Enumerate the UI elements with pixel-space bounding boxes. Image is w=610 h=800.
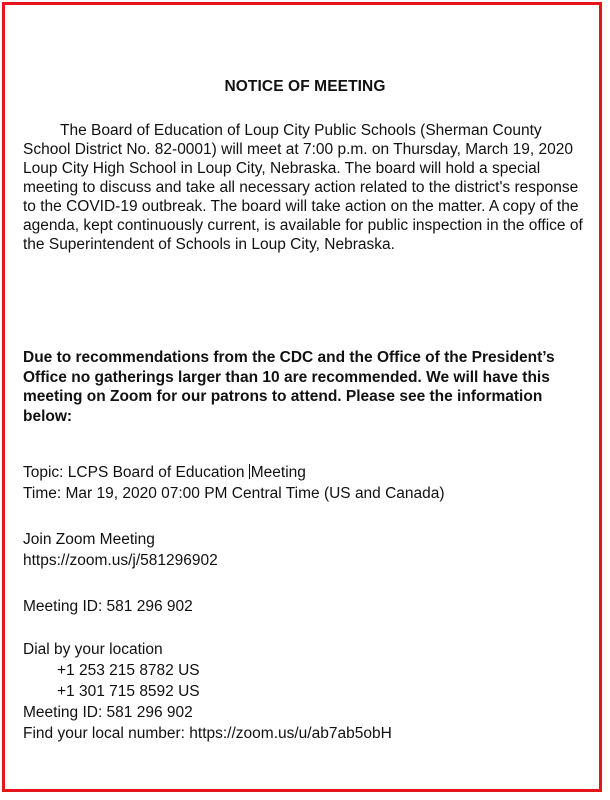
zoom-topic xyxy=(23,463,306,482)
zoom-topic-suffix: Meeting xyxy=(250,464,306,481)
meeting-description-text: The Board of Education of Loup City Public Schools (Sherman County School District No. 82-0001) will meet at 7:00 p.m. on Thursday, March 19, 2020 Loup City High School in Loup City, Nebraska. The board will hold a special meeting to discuss and take all necessary action related to the district's response to the COVID-19 outbreak. The board will take action on the matter. A copy of the agenda, kept continuously current, is available for public inspection in the office of the Superintendent of Schools in Loup City, Nebraska. xyxy=(23,122,583,253)
meeting-description xyxy=(23,121,593,254)
phone-number-1: +1 253 215 8782 US xyxy=(57,662,200,679)
zoom-time: Time: Mar 19, 2020 07:00 PM Central Time (US and Canada) xyxy=(23,485,445,502)
meeting-id-repeat: Meeting ID: 581 296 902 xyxy=(23,704,193,721)
covid-notice: Due to recommendations from the CDC and the Office of the President’s Office no gatherings larger than 10 are recommended. We will have this meeting on Zoom for our patrons to attend. Please see the information below: xyxy=(23,349,555,425)
meeting-id: Meeting ID: 581 296 902 xyxy=(23,598,193,615)
dial-label: Dial by your location xyxy=(23,641,163,658)
phone-number-2: +1 301 715 8592 US xyxy=(57,683,200,700)
notice-title: NOTICE OF MEETING xyxy=(224,78,386,95)
zoom-topic-prefix: Topic: LCPS Board of Education xyxy=(23,464,249,481)
join-zoom-label: Join Zoom Meeting xyxy=(23,531,155,548)
join-zoom-link[interactable]: https://zoom.us/j/581296902 xyxy=(23,552,218,569)
local-number-link[interactable]: Find your local number: https://zoom.us/u/ab7ab5obH xyxy=(23,725,392,742)
